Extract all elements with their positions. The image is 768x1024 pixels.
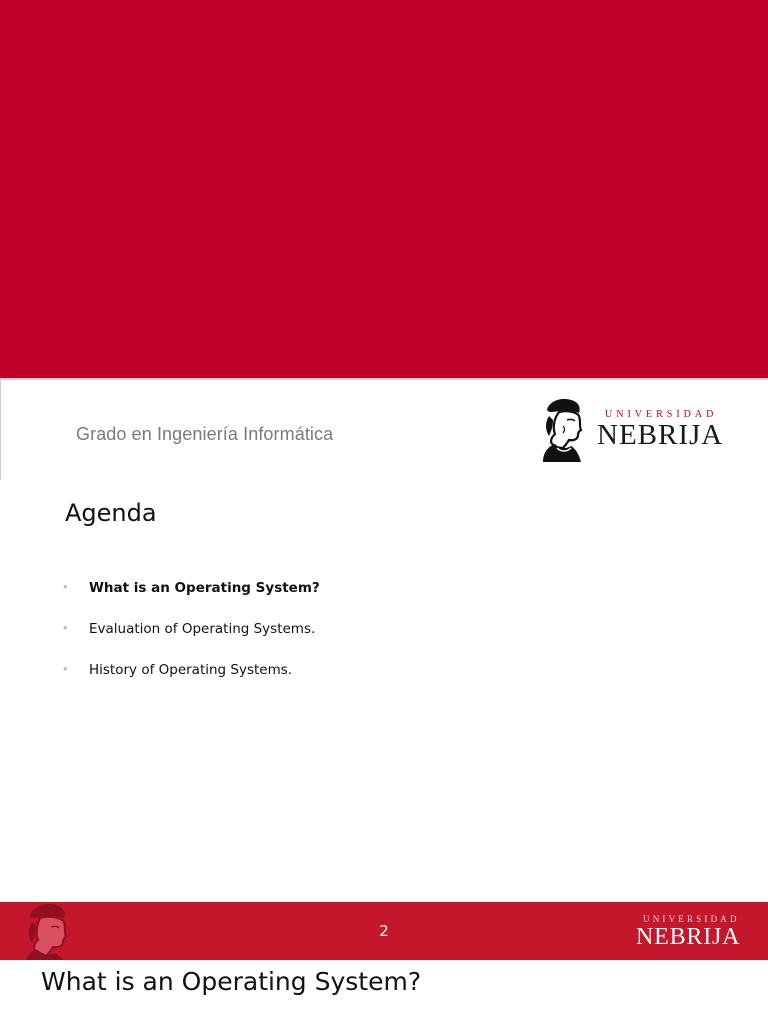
logo-nebrija-text: NEBRIJA	[597, 419, 724, 451]
agenda-item-text: History of Operating Systems.	[89, 662, 293, 678]
slide-subtitle: Grado en Ingeniería Informática	[76, 424, 334, 444]
bullet-icon: •	[63, 579, 68, 594]
slide-footer	[0, 902, 768, 960]
title-red-band	[0, 0, 768, 378]
bullet-icon: •	[63, 661, 68, 676]
bullet-icon: •	[63, 620, 68, 635]
agenda-item-text: Evaluation of Operating Systems.	[89, 621, 316, 637]
nebrija-logo	[541, 396, 731, 462]
agenda-title: Agenda	[65, 499, 157, 527]
next-slide-title: What is an Operating System?	[41, 967, 422, 996]
slide-left-edge	[0, 380, 1, 480]
footer-logo-nebrija-text: NEBRIJA	[636, 924, 741, 950]
agenda-item-text: What is an Operating System?	[89, 580, 320, 596]
footer-logo-universidad-text: UNIVERSIDAD	[643, 914, 740, 924]
page-number: 2	[379, 922, 389, 940]
divider-line	[0, 378, 768, 380]
logo-universidad-text: UNIVERSIDAD	[605, 409, 718, 420]
nebrija-portrait-icon	[541, 396, 589, 462]
